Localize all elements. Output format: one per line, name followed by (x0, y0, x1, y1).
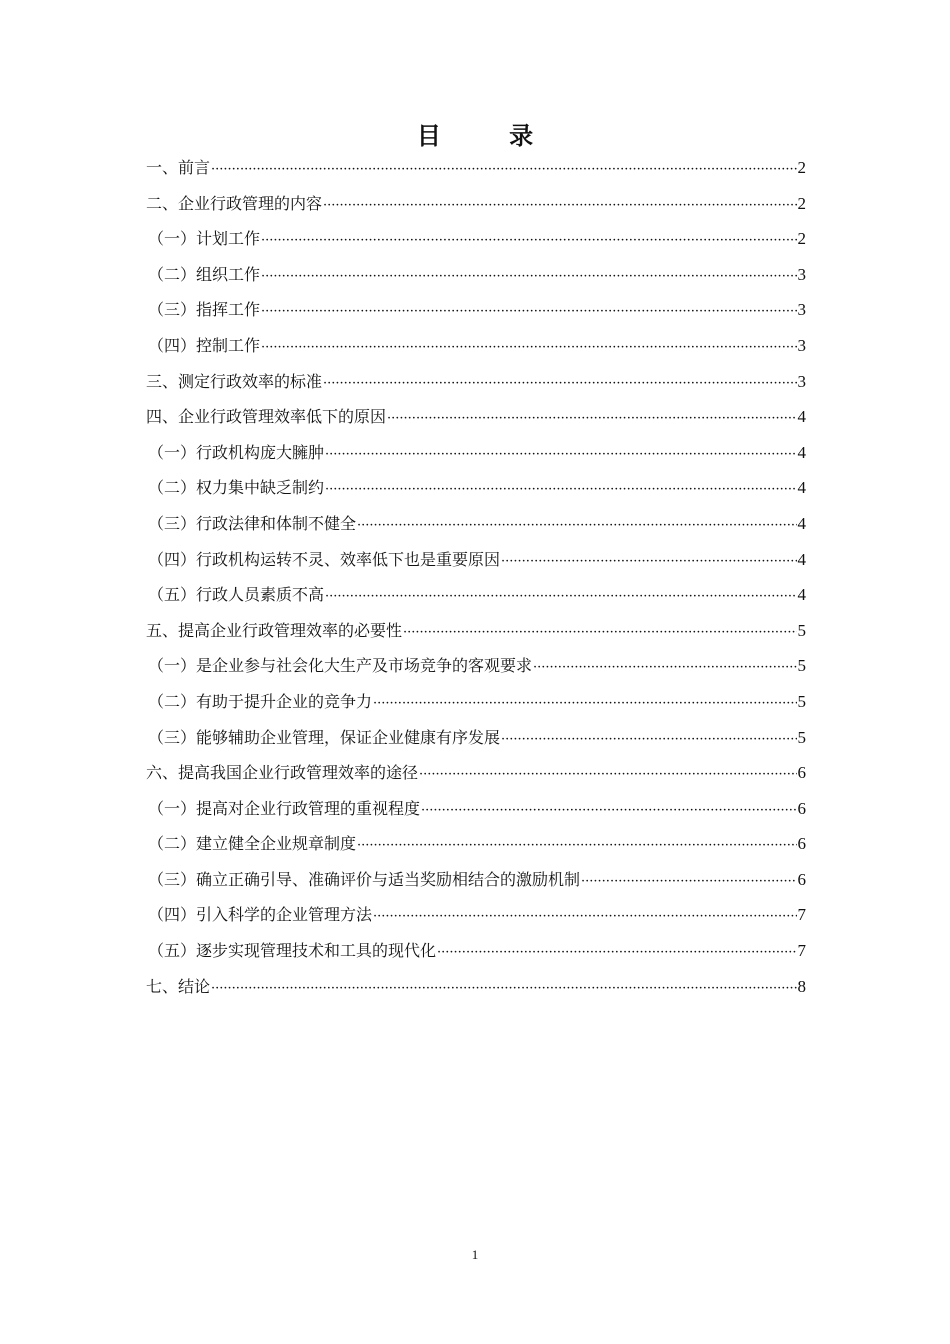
toc-dot-leader (261, 330, 796, 366)
toc-entry-title: （五）逐步实现管理技术和工具的现代化 (148, 941, 437, 961)
toc-dot-leader (325, 472, 796, 508)
toc-dot-leader (261, 294, 796, 330)
toc-dot-leader (437, 935, 796, 971)
toc-entry[interactable] (146, 933, 806, 969)
toc-entry[interactable] (146, 577, 806, 613)
toc-entry-title: 二、企业行政管理的内容 (146, 193, 323, 213)
toc-entry-title: （二）有助于提升企业的竞争力 (148, 691, 373, 711)
toc-dot-leader (211, 971, 796, 1007)
toc-entry[interactable] (146, 969, 806, 1005)
toc-entry[interactable] (146, 648, 806, 684)
toc-entry-page: 4 (797, 513, 806, 533)
toc-entry-page: 3 (797, 264, 806, 284)
table-of-contents (146, 150, 806, 1004)
toc-dot-leader (323, 366, 796, 402)
toc-entry-title: （四）引入科学的企业管理方法 (148, 905, 373, 925)
toc-entry[interactable] (146, 542, 806, 578)
toc-entry-title: 一、前言 (146, 158, 211, 177)
toc-entry[interactable] (146, 257, 806, 293)
toc-entry-title: （一）计划工作 (148, 229, 261, 249)
toc-dot-leader (357, 508, 796, 544)
toc-entry-page: 4 (797, 585, 806, 605)
toc-entry-page: 8 (797, 976, 806, 996)
toc-entry-page: 3 (797, 371, 806, 391)
toc-entry-title: （三）能够辅助企业管理，保证企业健康有序发展 (148, 727, 501, 747)
toc-entry[interactable] (146, 328, 806, 364)
toc-dot-leader (403, 615, 796, 651)
toc-dot-leader (387, 401, 796, 437)
toc-entry[interactable] (146, 470, 806, 506)
toc-entry-title: （三）行政法律和体制不健全 (148, 513, 357, 533)
toc-entry-page: 2 (797, 193, 806, 213)
toc-entry[interactable] (146, 613, 806, 649)
toc-entry-page: 2 (797, 229, 806, 249)
toc-entry-title: 四、企业行政管理效率低下的原因 (146, 407, 387, 427)
toc-entry-page: 4 (797, 549, 806, 569)
toc-entry[interactable] (146, 399, 806, 435)
toc-entry[interactable] (146, 186, 806, 222)
toc-entry-title: （一）是企业参与社会化大生产及市场竞争的客观要求 (148, 656, 533, 676)
toc-entry-title: （五）行政人员素质不高 (148, 585, 325, 605)
toc-entry-title: 六、提高我国企业行政管理效率的途径 (146, 763, 419, 783)
toc-title: 目 录 (416, 121, 564, 150)
toc-entry-title: （一）行政机构庞大臃肿 (148, 442, 325, 462)
toc-entry-title: （三）指挥工作 (148, 300, 261, 320)
toc-dot-leader (501, 544, 796, 580)
toc-entry[interactable] (146, 826, 806, 862)
toc-entry-title: （一）提高对企业行政管理的重视程度 (148, 798, 421, 818)
toc-entry-page: 7 (797, 905, 806, 925)
toc-entry-page: 5 (797, 656, 806, 676)
toc-entry-title: （三）确立正确引导、准确评价与适当奖励相结合的激励机制 (148, 869, 581, 889)
toc-dot-leader (211, 152, 796, 188)
toc-entry-title: （四）控制工作 (148, 335, 261, 355)
toc-dot-leader (261, 259, 796, 295)
toc-entry-page: 5 (797, 727, 806, 747)
toc-entry-page: 6 (797, 834, 806, 854)
toc-entry-title: （四）行政机构运转不灵、效率低下也是重要原因 (148, 549, 501, 569)
toc-entry[interactable] (146, 221, 806, 257)
toc-entry-page: 5 (797, 691, 806, 711)
toc-entry-page: 4 (797, 407, 806, 427)
toc-dot-leader (501, 722, 796, 758)
toc-entry[interactable] (146, 720, 806, 756)
toc-entry-page: 6 (797, 869, 806, 889)
toc-entry-title: （二）建立健全企业规章制度 (148, 834, 357, 854)
toc-entry-page: 3 (797, 335, 806, 355)
toc-dot-leader (325, 437, 796, 473)
toc-entry-title: 五、提高企业行政管理效率的必要性 (146, 620, 403, 640)
toc-entry-title: 七、结论 (146, 976, 211, 996)
toc-dot-leader (261, 223, 796, 259)
toc-entry[interactable] (146, 150, 806, 186)
toc-dot-leader (533, 650, 796, 686)
toc-dot-leader (373, 899, 796, 935)
toc-entry-title: 三、测定行政效率的标准 (146, 371, 323, 391)
toc-entry[interactable] (146, 292, 806, 328)
toc-dot-leader (323, 188, 796, 224)
toc-entry-title: （二）权力集中缺乏制约 (148, 478, 325, 498)
toc-entry-page: 6 (797, 763, 806, 783)
toc-entry[interactable] (146, 862, 806, 898)
toc-entry[interactable] (146, 364, 806, 400)
toc-entry[interactable] (146, 755, 806, 791)
toc-dot-leader (419, 757, 796, 793)
toc-dot-leader (373, 686, 796, 722)
toc-dot-leader (325, 579, 796, 615)
toc-entry[interactable] (146, 684, 806, 720)
toc-entry[interactable] (146, 897, 806, 933)
toc-entry[interactable] (146, 506, 806, 542)
toc-entry[interactable] (146, 791, 806, 827)
toc-entry-page: 5 (797, 620, 806, 640)
toc-entry-page: 3 (797, 300, 806, 320)
toc-entry-title: （二）组织工作 (148, 264, 261, 284)
toc-entry-page: 6 (797, 798, 806, 818)
toc-entry-page: 7 (797, 941, 806, 961)
toc-dot-leader (421, 793, 796, 829)
toc-dot-leader (581, 864, 796, 900)
toc-entry-page: 4 (797, 478, 806, 498)
toc-entry-page: 2 (797, 158, 806, 177)
toc-entry[interactable] (146, 435, 806, 471)
toc-dot-leader (357, 828, 796, 864)
page-number: 1 (471, 1247, 479, 1262)
toc-entry-page: 4 (797, 442, 806, 462)
